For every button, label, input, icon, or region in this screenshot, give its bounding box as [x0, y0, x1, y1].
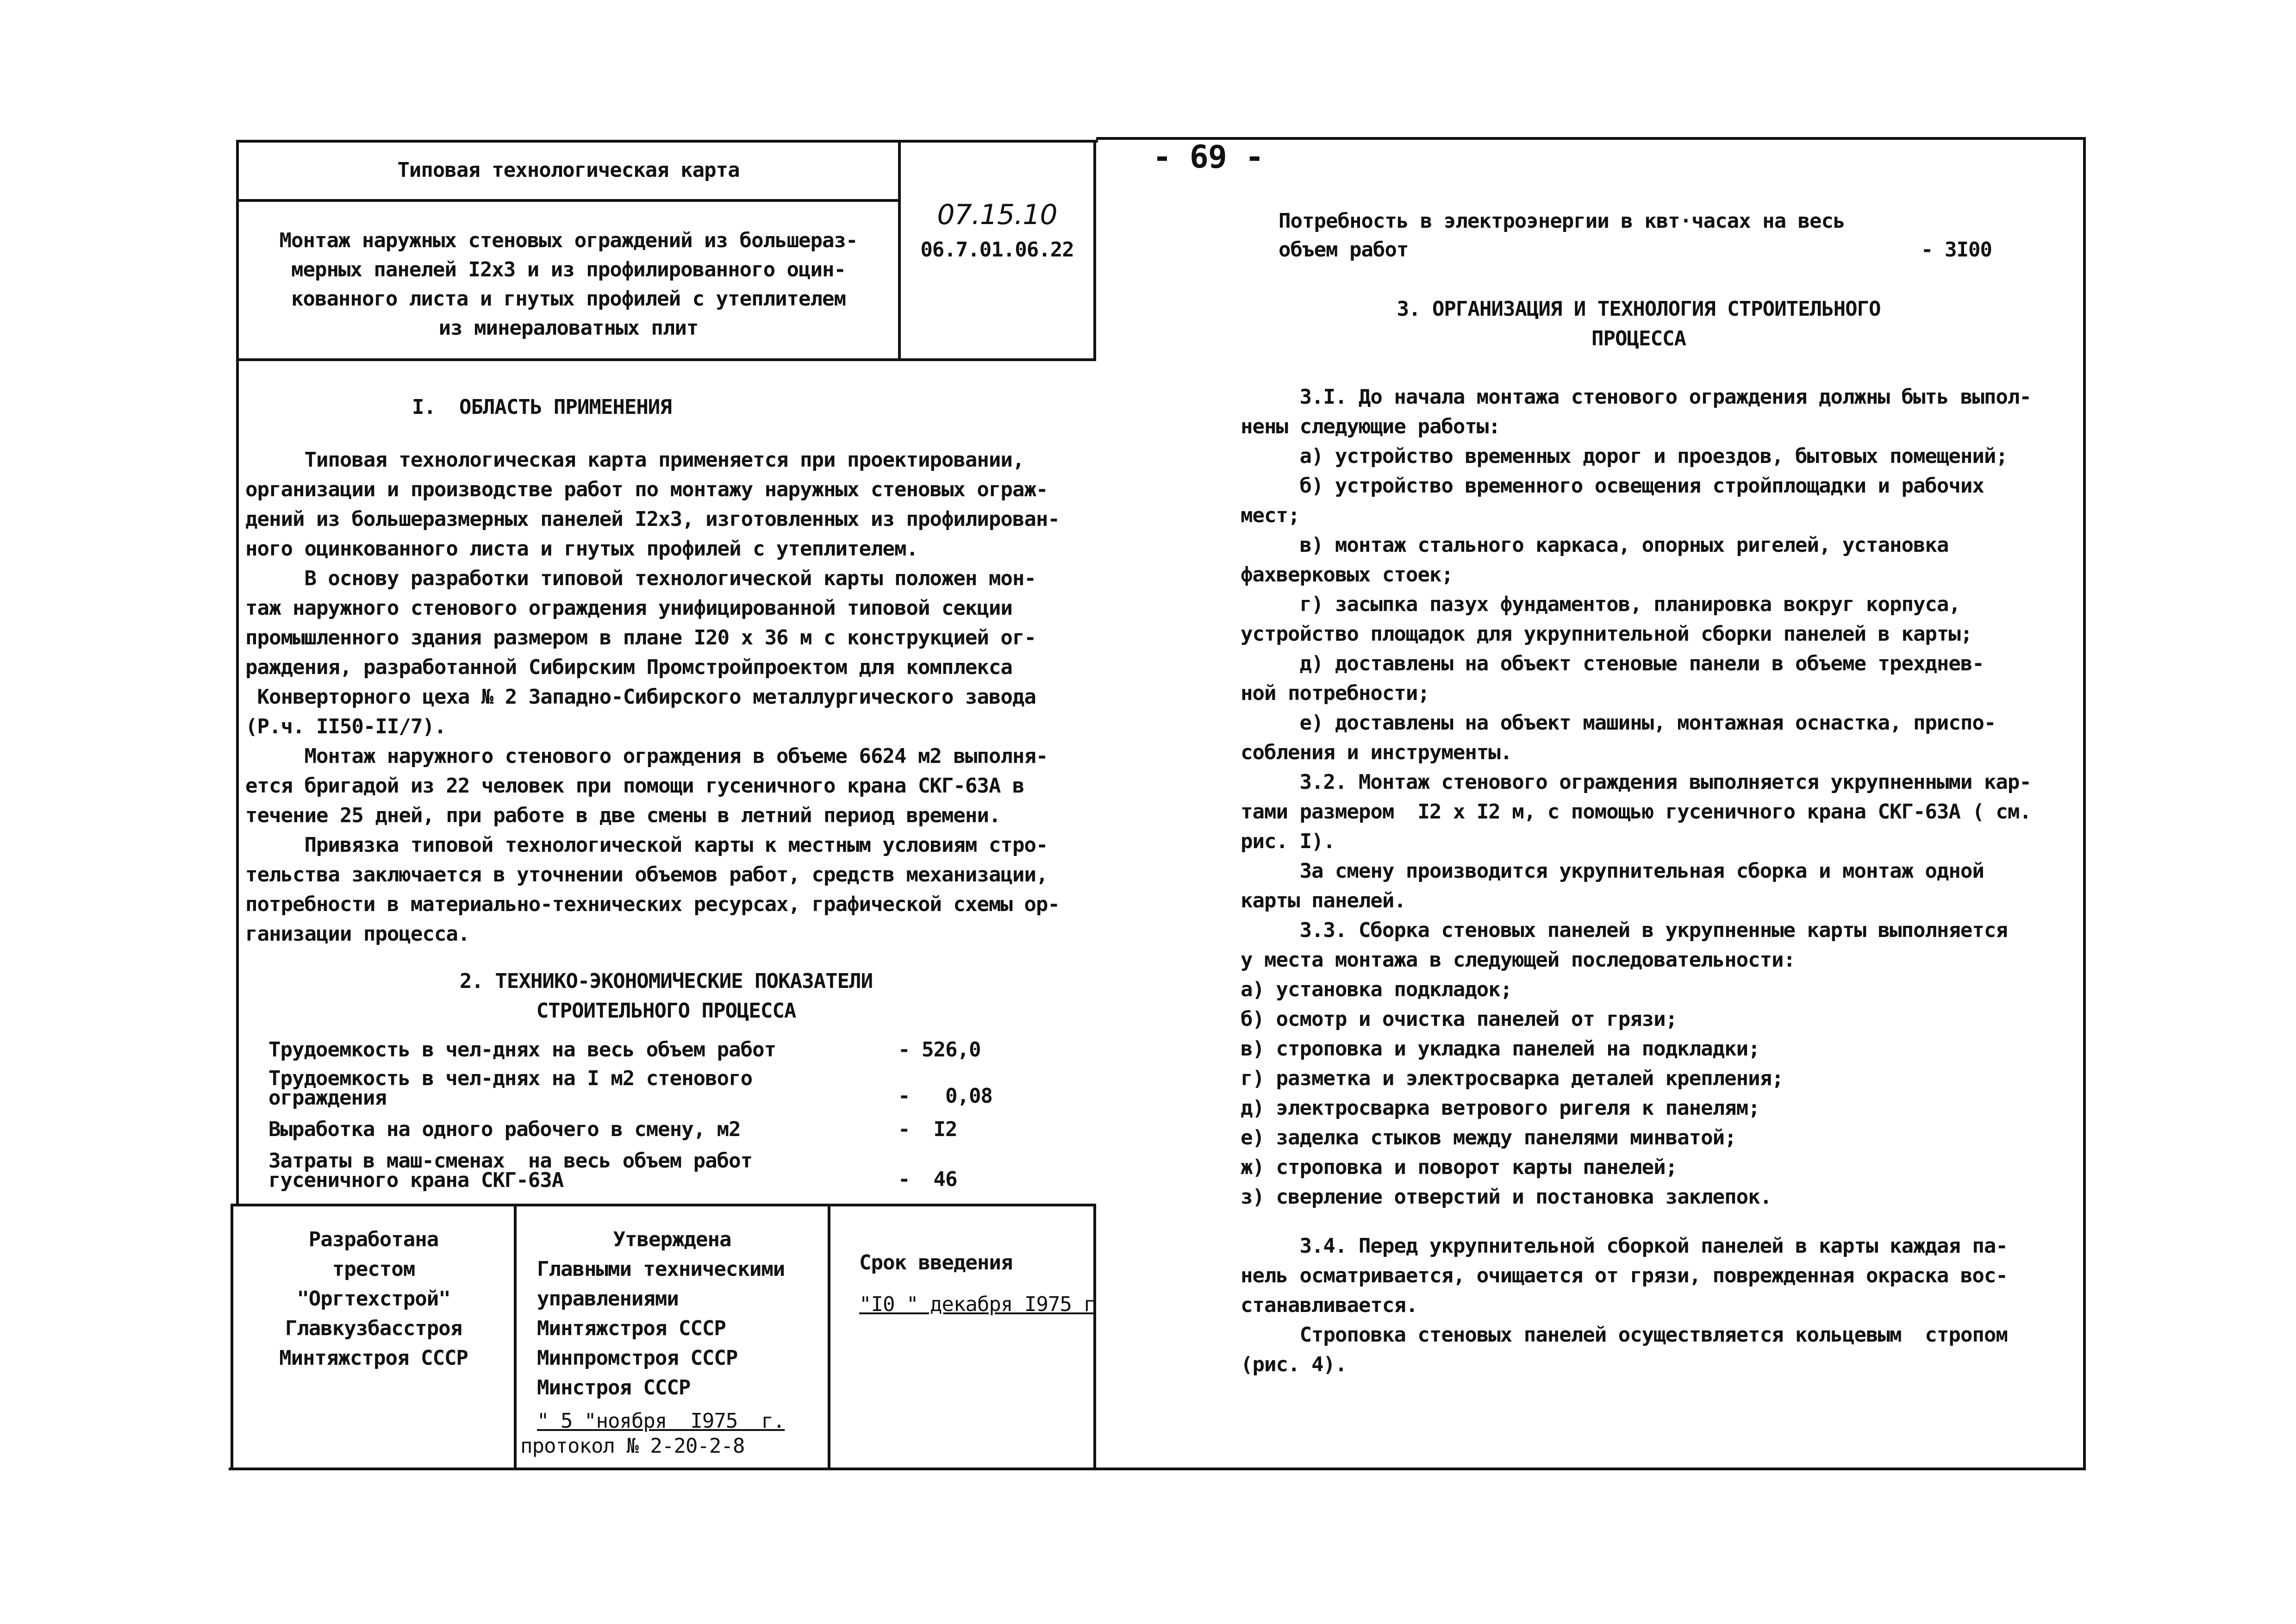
section1-line: Привязка типовой технологической карты к местным условиям стро-	[245, 833, 1048, 857]
developed-line: Главкузбасстроя	[285, 1317, 462, 1340]
frame-top-left	[236, 140, 1098, 143]
protocol-number: протокол № 2-20-2-8	[520, 1434, 745, 1458]
developed-line: Минтяжстроя СССР	[279, 1346, 468, 1370]
section1-line: течение 25 дней, при работе в две смены в летний период времени.	[245, 804, 1001, 827]
section3-line: д) доставлены на объект стеновые панели в объеме трехднев-	[1241, 652, 1984, 675]
approved-line: Минпромстроя СССР	[537, 1346, 738, 1370]
developed-line: трестом	[332, 1257, 415, 1281]
section1-line: ного оцинкованного листа и гнутых профилей с утеплителем.	[245, 537, 918, 561]
title-description-line: мерных панелей I2x3 и из профилированного оцин-	[291, 258, 846, 281]
footer-divider-2	[828, 1204, 830, 1470]
section2-heading-line1: 2. ТЕХНИКО-ЭКОНОМИЧЕСКИЕ ПОКАЗАТЕЛИ	[459, 969, 873, 993]
frame-bottom	[229, 1468, 2086, 1470]
section1-line: промышленного здания размером в плане I20 x 36 м с конструкцией ог-	[245, 626, 1036, 650]
developed-line: "Оргтехстрой"	[297, 1287, 450, 1311]
section3-line: 3.4. Перед укрупнительной сборкой панелей в карты каждая па-	[1241, 1234, 2008, 1258]
section1-line: тельства заключается в уточнении объемов работ, средств механизации,	[245, 863, 1048, 887]
title-description-line: из минераловатных плит	[438, 316, 699, 340]
footer-top	[231, 1204, 1096, 1206]
indicator-label: Трудоемкость в чел-днях на весь объем работ	[268, 1038, 776, 1062]
section3-line: в) монтаж стального каркаса, опорных ригелей, установка	[1241, 533, 1949, 557]
energy-line2: объем работ	[1279, 238, 1409, 262]
section1-line: Типовая технологическая карта применяется при проектировании,	[245, 448, 1024, 472]
section3-line: д) электросварка ветрового ригеля к панелям;	[1241, 1096, 1760, 1120]
section3-line: б) устройство временного освещения стройплощадки и рабочих	[1241, 474, 1984, 498]
section3-line: а) установка подкладок;	[1241, 978, 1512, 1001]
section3-line: За смену производится укрупнительная сборка и монтаж одной	[1241, 859, 1984, 883]
energy-value: - 3I00	[1921, 238, 1992, 262]
section1-line: ганизации процесса.	[245, 922, 470, 946]
section1-line: ется бригадой из 22 человек при помощи гусеничного крана СКГ-63А в	[245, 774, 1024, 798]
title-block-header: Типовая технологическая карта	[397, 158, 740, 182]
approved-date: " 5 "ноября I975 г.	[537, 1409, 785, 1433]
document-code: 06.7.01.06.22	[920, 238, 1074, 262]
section3-line: (рис. 4).	[1241, 1353, 1347, 1376]
section3-heading-line2: ПРОЦЕССА	[1591, 327, 1686, 350]
section3-line: ж) строповка и поворот карты панелей;	[1241, 1156, 1678, 1179]
section3-line: б) осмотр и очистка панелей от грязи;	[1241, 1007, 1678, 1031]
section3-line: Строповка стеновых панелей осуществляется кольцевым стропом	[1241, 1323, 2008, 1347]
section3-line: е) доставлены на объект машины, монтажная оснастка, приспо-	[1241, 711, 1996, 735]
section1-line: Конверторного цеха № 2 Западно-Сибирского металлургического завода	[245, 685, 1036, 709]
developed-line: Разработана	[308, 1228, 439, 1251]
section3-line: 3.3. Сборка стеновых панелей в укрупненные карты выполняется	[1241, 918, 2008, 942]
section1-line: (Р.ч. II50-II/7).	[245, 715, 446, 738]
approved-heading: Утверждена	[613, 1228, 731, 1251]
page-number: - 69 -	[1153, 139, 1264, 175]
indicator-value: - 0,08	[898, 1084, 992, 1108]
section3-line: у места монтажа в следующей последовательности:	[1241, 948, 1796, 972]
indicator-label: Трудоемкость в чел-днях на I м2 стенового	[268, 1067, 753, 1090]
energy-line1: Потребность в электроэнергии в квт·часах на весь	[1279, 209, 1845, 233]
section3-line: нель осматривается, очищается от грязи, поврежденная окраска вос-	[1241, 1264, 2008, 1287]
indicator-value: - 526,0	[898, 1038, 981, 1062]
section3-line: карты панелей.	[1241, 889, 1406, 912]
section3-line: тами размером I2 x I2 м, с помощью гусеничного крана СКГ-63А ( см.	[1241, 800, 2031, 824]
title-block-bottom	[236, 358, 1096, 361]
section1-line: организации и производстве работ по монтажу наружных стеновых ограж-	[245, 478, 1048, 501]
section1-line: дений из большеразмерных панелей I2x3, изготовленных из профилирован-	[245, 507, 1060, 531]
section3-line: собления и инструменты.	[1241, 741, 1512, 764]
section3-line: г) разметка и электросварка деталей крепления;	[1241, 1067, 1784, 1090]
approved-line: Минтяжстроя СССР	[537, 1317, 726, 1340]
section3-line: в) строповка и укладка панелей на подкладки;	[1241, 1037, 1760, 1061]
footer-divider-3	[1093, 1204, 1096, 1470]
section3-line: е) заделка стыков между панелями минватой;	[1241, 1126, 1736, 1149]
approved-line: Минстроя СССР	[537, 1376, 691, 1399]
title-description-line: Монтаж наружных стеновых ограждений из большераз-	[279, 229, 858, 252]
section1-line: потребности в материально-технических ресурсах, графической схемы ор-	[245, 893, 1060, 916]
intro-label: Срок введения	[859, 1251, 1013, 1274]
code-handwritten: 07.15.10	[937, 199, 1057, 231]
section1-line: таж наружного стенового ограждения унифицированной типовой секции	[245, 596, 1012, 620]
intro-date: "I0 " декабря I975 г	[859, 1293, 1095, 1316]
section3-line: нены следующие работы:	[1241, 415, 1500, 438]
indicator-value: - 46	[898, 1168, 957, 1191]
section3-line: 3.I. До начала монтажа стенового ограждения должны быть выпол-	[1241, 385, 2031, 409]
section2-heading-line2: СТРОИТЕЛЬНОГО ПРОЦЕССА	[536, 999, 796, 1023]
approved-line: управлениями	[537, 1287, 679, 1311]
section3-line: а) устройство временных дорог и проездов, бытовых помещений;	[1241, 444, 2008, 468]
indicator-value: - I2	[898, 1118, 957, 1141]
indicator-label: гусеничного крана СКГ-63А	[268, 1168, 564, 1192]
section3-line: фахверковых стоек;	[1241, 563, 1453, 587]
section3-heading-line1: 3. ОРГАНИЗАЦИЯ И ТЕХНОЛОГИЯ СТРОИТЕЛЬНОГО	[1397, 297, 1881, 321]
approved-line: Главными техническими	[537, 1257, 785, 1281]
section3-line: 3.2. Монтаж стенового ограждения выполняется укрупненными кар-	[1241, 770, 2031, 794]
title-block-divider-h1	[236, 199, 898, 202]
section3-line: мест;	[1241, 504, 1300, 527]
title-block-right-edge	[1093, 140, 1096, 361]
indicator-label: ограждения	[268, 1086, 387, 1110]
section3-line: станавливается.	[1241, 1293, 1418, 1317]
section3-line: г) засыпка пазух фундаментов, планировка вокруг корпуса,	[1241, 593, 1960, 616]
section3-line: з) сверление отверстий и постановка заклепок.	[1241, 1185, 1772, 1209]
section3-line: ной потребности;	[1241, 681, 1429, 705]
section1-line: В основу разработки типовой технологической карты положен мон-	[245, 567, 1036, 590]
section1-line: раждения, разработанной Сибирским Промстройпроектом для комплекса	[245, 656, 1012, 679]
section3-line: рис. I).	[1241, 830, 1335, 853]
title-description-line: кованного листа и гнутых профилей с утеплителем	[291, 287, 846, 311]
section1-line: Монтаж наружного стенового ограждения в объеме 6624 м2 выполня-	[245, 744, 1048, 768]
indicator-label: Затраты в маш-сменах на весь объем работ	[268, 1149, 753, 1173]
indicator-label: Выработка на одного рабочего в смену, м2	[268, 1118, 741, 1141]
section1-heading: I. ОБЛАСТЬ ПРИМЕНЕНИЯ	[412, 395, 672, 419]
frame-right	[2083, 137, 2086, 1470]
section3-line: устройство площадок для укрупнительной сборки панелей в карты;	[1241, 622, 1972, 646]
